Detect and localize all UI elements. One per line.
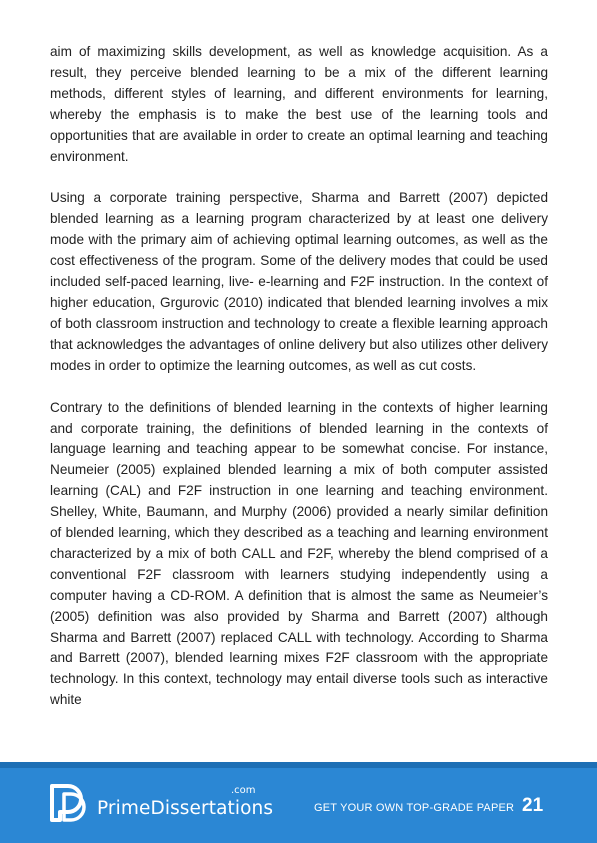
document-body (50, 42, 548, 732)
page-number: 21 (522, 795, 544, 816)
brand-domain-suffix: .com (231, 785, 256, 796)
pd-monogram-icon[interactable] (49, 783, 91, 823)
cta-text[interactable]: GET YOUR OWN TOP-GRADE PAPER (314, 802, 515, 814)
paragraph-3: Contrary to the definitions of blended learning in the contexts of higher learning and corporate training, the definitions of blended learning in the contexts of language learning and teaching appear to be somewhat concise. For instance, Neumeier (2005) explained blended learning a mix of both computer assisted learning (CAL) and F2F instruction in one learning and teaching environment. Shelley, White, Baumann, and Murphy (2006) provided a nearly similar definition of blended learning, which they described as a teaching and learning environment characterized by a mix of both CALL and F2F, whereby the blend comprised of a conventional F2F classroom with learners studying independently using a computer having a CD-ROM. A definition that is almost the same as Neumeier’s (2005) definition was also provided by Sharma and Barrett (2007) although Sharma and Barrett (2007) replaced CALL with technology. According to Sharma and Barrett (2007), blended learning mixes F2F classroom with the appropriate technology. In this context, technology may entail diverse tools such as interactive white (50, 399, 548, 708)
footer-accent-stripe (0, 762, 597, 768)
paragraph-1: aim of maximizing skills development, as well as knowledge acquisition. As a result, they perceive blended learning to be a mix of the different learning methods, different styles of learning, and different environments for learning, whereby the emphasis is to make the best use of the learning tools and opportunities that are available in order to create an optimal learning and teaching environment. (50, 44, 548, 164)
page-footer (0, 762, 597, 843)
brand-name[interactable]: PrimeDissertations (97, 798, 274, 819)
paragraph-2: Using a corporate training perspective, Sharma and Barrett (2007) depicted blended learning as a learning program characterized by at least one delivery mode with the primary aim of achieving optimal learning outcomes, as well as the cost effectiveness of the program. Some of the delivery modes that could be used included self-paced learning, live- e-learning and F2F instruction. In the context of higher education, Grgurovic (2010) indicated that blended learning involves a mix of both classroom instruction and technology to create a flexible learning approach that acknowledges the advantages of online delivery but also utilizes other delivery modes in order to optimize the learning outcomes, as well as cut costs. (50, 190, 548, 373)
